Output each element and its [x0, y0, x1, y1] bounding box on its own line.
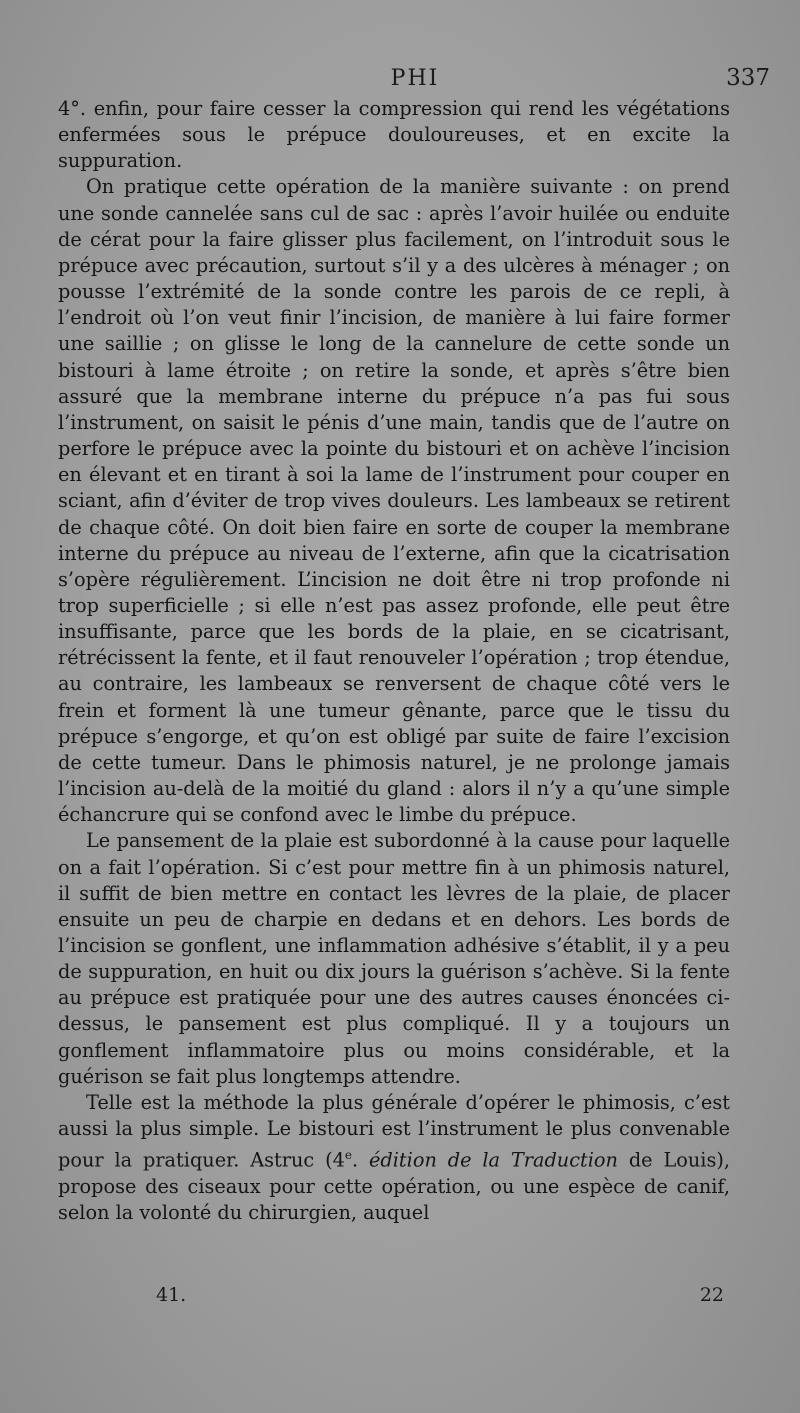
paragraph-text: Telle est la méthode la plus générale d’opérer le phimosis, c’est aussi la plus simple. Le bistouri est l’instrument le plus convenable pour la pratiquer. Astruc (4 [58, 1090, 730, 1172]
italic-text: édition de la Traduction [369, 1148, 618, 1172]
paragraph-text: 4°. enfin, pour faire cesser la compression qui rend les végétations enfermées sous le prépuce douloureuses, et en excite la suppuration. [58, 97, 730, 173]
sheet-number: 22 [699, 1284, 724, 1306]
signature-mark: 41. [156, 1284, 187, 1306]
page-number: 337 [726, 65, 770, 91]
paragraph [58, 1090, 730, 1226]
paragraph-text: de Louis), propose des ciseaux pour cette opération, ou une espèce de canif, selon la volonté du chirurgien, auquel [58, 1148, 731, 1224]
paragraph [58, 828, 730, 1090]
paragraph-text: . [352, 1148, 369, 1172]
page-footer [60, 1284, 740, 1314]
paragraph [58, 96, 730, 174]
body-text [58, 96, 730, 1226]
paragraph-text: Le pansement de la plaie est subordonné à la cause pour laquelle on a fait l’opération. Si c’est pour mettre fin à un phimosis naturel, il suffit de bien mettre en contact les lèvres de la plaie, de placer ensuite un peu de charpie en dedans et en dehors. Les bords de l’incision se gonflent, une inflammation adhésive s’établit, il y a peu de suppuration, en huit ou dix jours la guérison s’achève. Si la fente au prépuce est pratiquée pour une des autres causes énoncées ci-dessus, le pansement est plus compliqué. Il y a toujours un gonflement inflammatoire plus ou moins considérable, et la guérison se fait plus longtemps attendre. [58, 829, 730, 1088]
paragraph [58, 174, 730, 828]
superscript: e [344, 1148, 352, 1163]
running-title: PHI [390, 66, 440, 91]
paragraph-text: On pratique cette opération de la manière suivante : on prend une sonde cannelée sans cul de sac : après l’avoir huilée ou enduite de cérat pour la faire glisser plus facilement, on l’introduit sous le prépuce avec précaution, surtout s’il y a des ulcères à ménager ; on pousse l’extrémité de la sonde contre les parois de ce repli, à l’endroit où l’on veut finir l’incision, de manière à lui faire former une saillie ; on glisse le long de la cannelure de cette sonde un bistouri à lame étroite ; on retire la sonde, et après s’être bien assuré que la membrane interne du prépuce n’a pas fui sous l’instrument, on saisit le pénis d’une main, tandis que de l’autre on perfore le prépuce avec la pointe du bistouri et on achève l’incision en élevant et en tirant à soi la lame de l’instrument pour couper en sciant, afin d’éviter de trop vives douleurs. Les lambeaux se retirent de chaque côté. On doit bien faire en sorte de couper la membrane interne du prépuce au niveau de l’externe, afin que la cicatrisation s’opère régulièrement. L’incision ne doit être ni trop profonde ni trop superficielle ; si elle n’est pas assez profonde, elle peut être insuffisante, parce que les bords de la plaie, en se cicatrisant, rétrécissent la fente, et il faut renouveler l’opération ; trop étendue, au contraire, les lambeaux se renversent de chaque côté vers le frein et forment là une tumeur gênante, parce que le tissu du prépuce s’engorge, et qu’on est obligé par suite de faire l’excision de cette tumeur. Dans le phimosis naturel, je ne prolonge jamais l’incision au-delà de la moitié du gland : alors il n’y a qu’une simple échancrure qui se confond avec le limbe du prépuce. [58, 175, 730, 827]
